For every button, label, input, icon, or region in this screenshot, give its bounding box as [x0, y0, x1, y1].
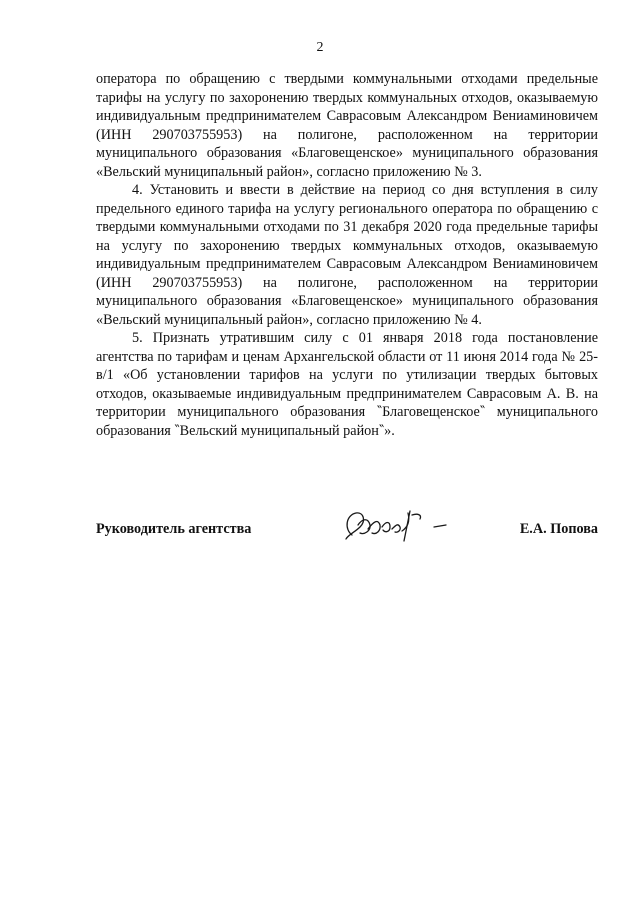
paragraph-item-5: 5. Признать утратившим силу с 01 января 2018 года постановление агентства по тарифам и ценам Архангельской области от 11 июня 2014 года № 25-в/1 «Об установлении тарифов на услуги по утилизации твердых бытовых отходов, оказываемые индивидуальным предпринимателем Саврасовым А. В. на территории муниципального образования ‶Благовещенское‶ муниципального образования ‶Вельский муниципальный район‶». [96, 330, 598, 439]
signatory-title: Руководитель агентства [96, 521, 252, 537]
signatory-name: Е.А. Попова [519, 521, 598, 537]
paragraph-continuation: оператора по обращению с твердыми коммунальными отходами предельные тарифы на услугу по захоронению твердых коммунальных отходов, оказываемую индивидуальным предпринимателем Саврасовым Александром Вениаминовичем (ИНН 290703755953) на полигоне, расположенном на территории муниципального образования «Благовещенское» муниципального образования «Вельский муниципальный район», согласно приложению № 3. [96, 71, 598, 180]
document-body [96, 70, 598, 440]
paragraph-item-4: 4. Установить и ввести в действие на период со дня вступления в силу предельного единого тарифа на услугу регионального оператора по обращению с твердыми коммунальными отходами по 31 декабря 2020 года предельные тарифы на услугу по захоронению твердых коммунальных отходов, оказываемую индивидуальным предпринимателем Саврасовым Александром Вениаминовичем (ИНН 290703755953) на полигоне, расположенном на территории муниципального образования «Благовещенское» муниципального образования «Вельский муниципальный район», согласно приложению № 4. [96, 182, 598, 328]
handwritten-signature [338, 505, 458, 549]
signature-block [96, 505, 598, 555]
page-number: 2 [316, 40, 324, 55]
